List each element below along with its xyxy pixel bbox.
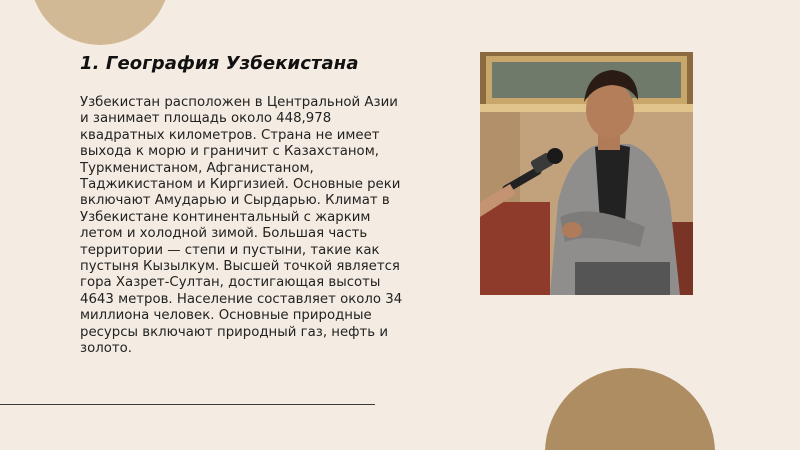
divider-line	[0, 404, 375, 405]
slide-title: 1. География Узбекистана	[80, 53, 359, 74]
photo-illustration	[480, 52, 693, 295]
decorative-circle-top	[30, 0, 170, 45]
slide-body-text: Узбекистан расположен в Центральной Азии и занимает площадь около 448,978 квадратных километров. Страна не имеет выхода к морю и граничит с Казахстаном, Туркменистаном, Афганистаном, Таджикистаном и Киргизией. Основные реки включают Амударью и Сырдарью. Климат в Узбекистане континентальный с жарким летом и холодной зимой. Большая часть территории — степи и пустыни, такие как пустыня Кызылкум. Высшей точкой является гора Хазрет-Султан, достигающая высоты 4643 метров. Население составляет около 34 миллиона человек. Основные природные ресурсы включают природный газ, нефть и золото.	[80, 95, 403, 357]
decorative-circle-bottom	[545, 368, 715, 450]
photo-man-with-microphone	[480, 52, 693, 295]
